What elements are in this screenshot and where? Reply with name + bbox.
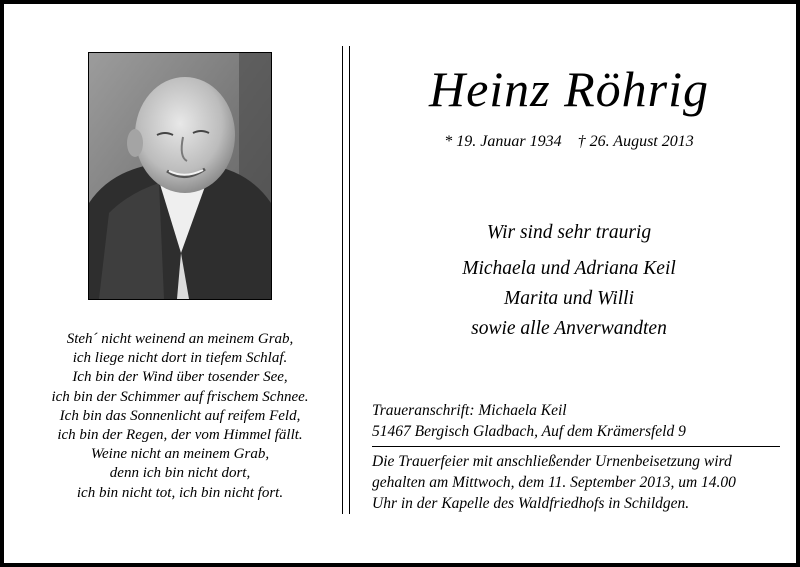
mourners-block bbox=[364, 218, 774, 344]
address-line: Traueranschrift: Michaela Keil bbox=[372, 402, 567, 419]
poem-line: ich bin der Schimmer auf frischem Schnee. bbox=[51, 388, 309, 405]
address-line: 51467 Bergisch Gladbach, Auf dem Krämersfeld 9 bbox=[372, 423, 686, 440]
poem-line: Ich bin das Sonnenlicht auf reifem Feld, bbox=[59, 407, 301, 424]
mourning-address bbox=[372, 400, 782, 442]
mourner-line: Michaela und Adriana Keil bbox=[462, 258, 676, 279]
mourner-line: sowie alle Anverwandten bbox=[471, 318, 667, 339]
poem-line: Steh´ nicht weinend an meinem Grab, bbox=[66, 331, 294, 347]
mourners-intro: Wir sind sehr traurig bbox=[486, 222, 652, 243]
separator-rule bbox=[372, 446, 780, 447]
portrait-photo bbox=[88, 52, 272, 300]
poem-line: ich bin der Regen, der vom Himmel fällt. bbox=[57, 427, 303, 444]
poem-line: Weine nicht an meinem Grab, bbox=[90, 446, 270, 463]
death-date: † 26. August 2013 bbox=[577, 133, 694, 150]
birth-date: * 19. Januar 1934 bbox=[444, 133, 562, 150]
poem-line: denn ich bin nicht dort, bbox=[109, 465, 251, 482]
life-dates bbox=[364, 130, 774, 154]
poem-line: ich liege nicht dort in tiefem Schlaf. bbox=[72, 350, 288, 367]
service-line: Die Trauerfeier mit anschließender Urnenbeisetzung wird bbox=[372, 453, 732, 470]
divider-line-right bbox=[349, 46, 350, 514]
divider-line-left bbox=[342, 46, 343, 514]
service-line: Uhr in der Kapelle des Waldfriedhofs in Schildgen. bbox=[372, 495, 690, 512]
poem-line: ich bin nicht tot, ich bin nicht fort. bbox=[76, 484, 284, 501]
memorial-poem bbox=[10, 330, 350, 503]
mourner-line: Marita und Willi bbox=[503, 288, 634, 309]
funeral-service-info bbox=[372, 451, 782, 514]
service-line: gehalten am Mittwoch, dem 11. September 2013, um 14.00 bbox=[372, 474, 736, 491]
poem-line: Ich bin der Wind über tosender See, bbox=[72, 369, 288, 386]
deceased-name: Heinz Röhrig bbox=[428, 61, 710, 117]
